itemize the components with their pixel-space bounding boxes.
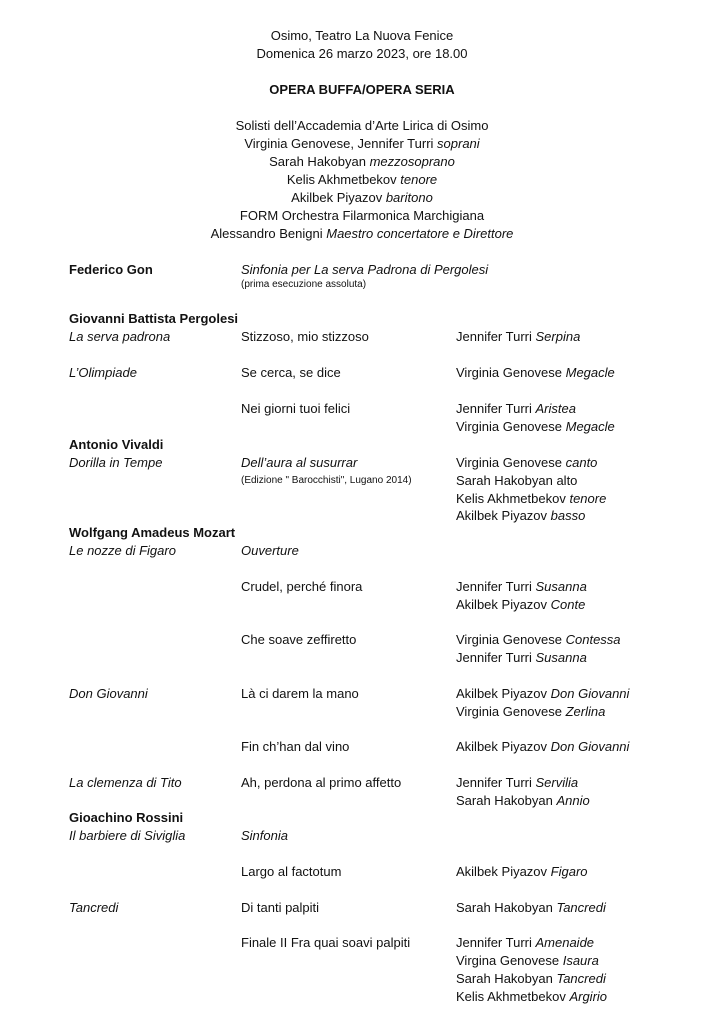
composer-name: Antonio Vivaldi <box>69 437 164 452</box>
role-name: canto <box>565 455 598 470</box>
cast-line <box>456 649 587 667</box>
role-name: Susanna <box>535 650 587 665</box>
role-name: Megacle <box>565 419 615 434</box>
opera-title: Dorilla in Tempe <box>69 455 163 470</box>
aria-title: Stizzoso, mio stizzoso <box>241 329 369 344</box>
program-row <box>0 542 724 560</box>
singer-name: Jennifer Turri <box>456 775 536 790</box>
aria-title: Che soave zeffiretto <box>241 632 357 647</box>
singer-name: Kelis Akhmetbekov <box>456 989 570 1004</box>
aria-title: Ah, perdona al primo affetto <box>241 775 402 790</box>
program-row <box>0 328 724 346</box>
program-row <box>0 631 724 649</box>
performer-name: Kelis Akhmetbekov <box>286 172 401 187</box>
cast-line <box>456 328 580 346</box>
aria-title: Di tanti palpiti <box>241 900 320 915</box>
role-name: Don Giovanni <box>550 739 630 754</box>
singer-name: Sarah Hakobyan <box>456 971 557 986</box>
singer-name: Akilbek Piyazov <box>456 739 551 754</box>
program-row <box>0 685 724 703</box>
cast-line <box>456 738 629 756</box>
program-row <box>0 809 724 827</box>
aria-title: Fin ch’han dal vino <box>241 739 350 754</box>
performer-role: soprani <box>437 136 480 151</box>
singer-name: Virginia Genovese <box>456 419 566 434</box>
program-row <box>0 952 724 970</box>
role-name: Figaro <box>550 864 588 879</box>
role-name: Isaura <box>562 953 599 968</box>
singer-name: Akilbek Piyazov <box>456 864 551 879</box>
performer-role: baritono <box>385 190 433 205</box>
singer-name: Jennifer Turri <box>456 935 536 950</box>
singer-name: Virginia Genovese <box>456 632 566 647</box>
singer-name: Jennifer Turri <box>456 401 536 416</box>
singer-name: Akilbek Piyazov <box>456 597 551 612</box>
role-name: Don Giovanni <box>550 686 630 701</box>
program-row <box>0 418 724 436</box>
role-name: Annio <box>556 793 590 808</box>
role-name: Tancredi <box>556 900 606 915</box>
cast-line <box>456 685 629 703</box>
program-row <box>0 899 724 917</box>
aria-title: Se cerca, se dice <box>241 365 341 380</box>
program-row <box>0 490 724 508</box>
cast-line <box>456 792 590 810</box>
program-row <box>0 524 724 542</box>
program-row <box>0 364 724 382</box>
composer-name: Wolfgang Amadeus Mozart <box>69 525 236 540</box>
aria-title: Dell’aura al susurrar <box>241 455 358 470</box>
aria-title: Ouverture <box>241 543 299 558</box>
singer-name: Jennifer Turri <box>456 329 536 344</box>
program-row <box>0 596 724 614</box>
role-name: Megacle <box>565 365 615 380</box>
cast-line <box>456 472 577 490</box>
performer-name: Akilbek Piyazov <box>291 190 386 205</box>
performer-line <box>0 207 724 225</box>
cast-line <box>456 400 576 418</box>
aria-title: Là ci darem la mano <box>241 686 359 701</box>
singer-name: Sarah Hakobyan alto <box>456 473 578 488</box>
program-row <box>0 507 724 525</box>
performer-line <box>0 153 724 171</box>
role-name: Contessa <box>565 632 621 647</box>
piece-note: (prima esecuzione assoluta) <box>241 279 367 290</box>
performer-role: mezzosoprano <box>369 154 455 169</box>
concert-venue: Osimo, Teatro La Nuova Fenice <box>270 28 454 43</box>
program-row <box>0 738 724 756</box>
performer-name: Solisti dell’Accademia d’Arte Lirica di Osimo <box>235 118 489 133</box>
singer-name: Virgina Genovese <box>456 953 563 968</box>
aria-title: Finale II Fra quai soavi palpiti <box>241 935 411 950</box>
role-name: Tancredi <box>556 971 606 986</box>
program-row <box>0 472 724 490</box>
role-name: Zerlina <box>565 704 606 719</box>
program-row <box>0 863 724 881</box>
program-row <box>0 988 724 1006</box>
aria-title: Largo al factotum <box>241 864 342 879</box>
program-row <box>0 578 724 596</box>
opera-title: Tancredi <box>69 900 119 915</box>
singer-name: Akilbek Piyazov <box>456 508 551 523</box>
program-row <box>0 400 724 418</box>
role-name: Servilia <box>535 775 579 790</box>
role-name: tenore <box>569 491 607 506</box>
aria-title: Nei giorni tuoi felici <box>241 401 351 416</box>
composer-name: Gioachino Rossini <box>69 810 184 825</box>
cast-line <box>456 578 587 596</box>
performer-name: Alessandro Benigni <box>210 226 327 241</box>
role-name: Conte <box>550 597 586 612</box>
performer-role: tenore <box>400 172 438 187</box>
performer-role: Maestro concertatore e Direttore <box>326 226 514 241</box>
singer-name: Jennifer Turri <box>456 650 536 665</box>
singer-name: Virginia Genovese <box>456 455 566 470</box>
role-name: Argirio <box>569 989 608 1004</box>
cast-line <box>456 507 585 525</box>
performer-line <box>0 189 724 207</box>
performer-line <box>0 135 724 153</box>
singer-name: Sarah Hakobyan <box>456 793 557 808</box>
program-row <box>0 827 724 845</box>
role-name: Aristea <box>535 401 576 416</box>
opera-title: L’Olimpiade <box>69 365 137 380</box>
cast-line <box>456 703 605 721</box>
singer-name: Akilbek Piyazov <box>456 686 551 701</box>
singer-name: Virginia Genovese <box>456 704 566 719</box>
program-row <box>0 436 724 454</box>
cast-line <box>456 934 594 952</box>
program-row <box>0 454 724 472</box>
cast-line <box>456 970 606 988</box>
opera-title: Don Giovanni <box>69 686 148 701</box>
program-row <box>0 649 724 667</box>
cast-line <box>456 631 621 649</box>
opera-title: La serva padrona <box>69 329 171 344</box>
cast-line <box>456 418 615 436</box>
composer-name: Federico Gon <box>69 262 153 277</box>
concert-title: OPERA BUFFA/OPERA SERIA <box>269 82 455 97</box>
program-row <box>0 310 724 328</box>
piece-title: Sinfonia per La serva Padrona di Pergolesi <box>241 262 489 277</box>
cast-line <box>456 490 606 508</box>
performer-name: FORM Orchestra Filarmonica Marchigiana <box>239 208 485 223</box>
opera-title: La clemenza di Tito <box>69 775 182 790</box>
performer-line <box>0 225 724 243</box>
performer-name: Sarah Hakobyan <box>269 154 370 169</box>
opera-title: Le nozze di Figaro <box>69 543 176 558</box>
opera-title: Il barbiere di Siviglia <box>69 828 186 843</box>
cast-line <box>456 596 585 614</box>
cast-line <box>456 364 615 382</box>
cast-line <box>456 952 599 970</box>
aria-title: Crudel, perché finora <box>241 579 363 594</box>
concert-date: Domenica 26 marzo 2023, ore 18.00 <box>256 46 468 61</box>
program-row <box>0 934 724 952</box>
cast-line <box>456 454 597 472</box>
program-row <box>0 970 724 988</box>
role-name: Serpina <box>535 329 581 344</box>
aria-note: (Edizione " Barocchisti", Lugano 2014) <box>241 475 412 486</box>
performer-name: Virginia Genovese, Jennifer Turri <box>244 136 438 151</box>
program-row <box>0 276 724 294</box>
aria-title: Sinfonia <box>241 828 288 843</box>
singer-name: Jennifer Turri <box>456 579 536 594</box>
program-row <box>0 792 724 810</box>
program-row <box>0 703 724 721</box>
singer-name: Kelis Akhmetbekov <box>456 491 570 506</box>
program-row <box>0 774 724 792</box>
role-name: basso <box>550 508 586 523</box>
singer-name: Virginia Genovese <box>456 365 566 380</box>
composer-name: Giovanni Battista Pergolesi <box>69 311 239 326</box>
role-name: Amenaide <box>535 935 595 950</box>
cast-line <box>456 774 578 792</box>
performer-line <box>0 117 724 135</box>
singer-name: Sarah Hakobyan <box>456 900 557 915</box>
cast-line <box>456 863 588 881</box>
cast-line <box>456 988 607 1006</box>
cast-line <box>456 899 606 917</box>
role-name: Susanna <box>535 579 587 594</box>
performer-line <box>0 171 724 189</box>
